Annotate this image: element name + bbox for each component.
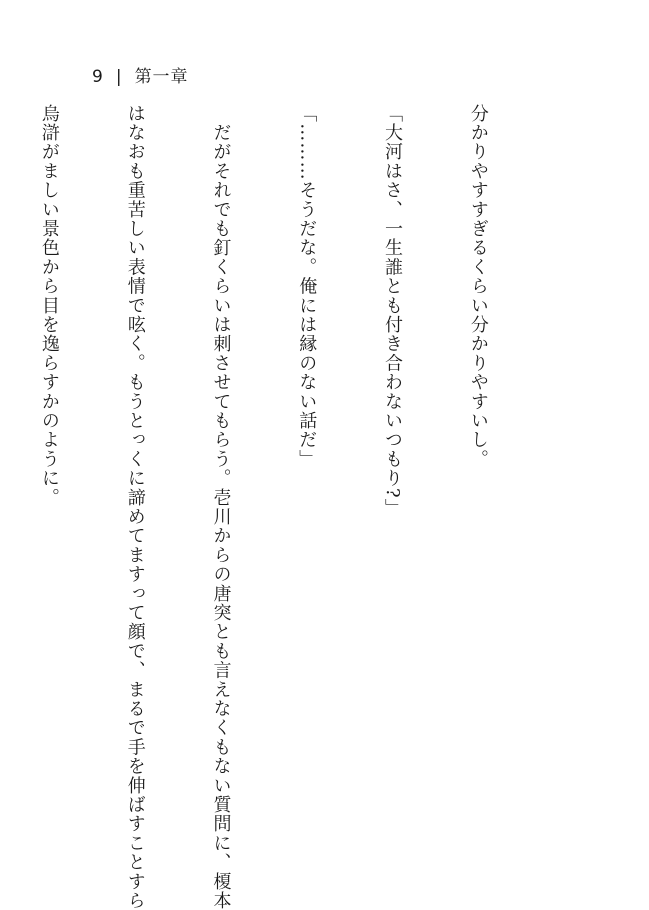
page-number: 9 bbox=[92, 67, 104, 87]
body-text bbox=[0, 104, 549, 910]
header-separator: | bbox=[115, 67, 123, 87]
chapter-title: 第一章 bbox=[134, 67, 189, 87]
text-line: 「………そうだな。俺には縁のない話だ」 bbox=[296, 104, 318, 469]
running-header bbox=[92, 62, 189, 87]
text-line: 烏滸がましい景色から目を逸らすかのように。 bbox=[38, 104, 60, 508]
text-line: だがそれでも釘くらいは刺させてもらう。壱川からの唐突とも言えなくもない質問に、榎本 bbox=[210, 104, 232, 910]
text-line: 「大河はさ、一生誰とも付き合わないつもり?」 bbox=[382, 104, 404, 519]
text-line: 分かりやすすぎるくらい分かりやすいし。 bbox=[467, 104, 489, 469]
text-line: はなおも重苦しい表情で呟く。もうとっくに諦めてますって顔で、まるで手を伸ばすことすら bbox=[124, 104, 146, 910]
